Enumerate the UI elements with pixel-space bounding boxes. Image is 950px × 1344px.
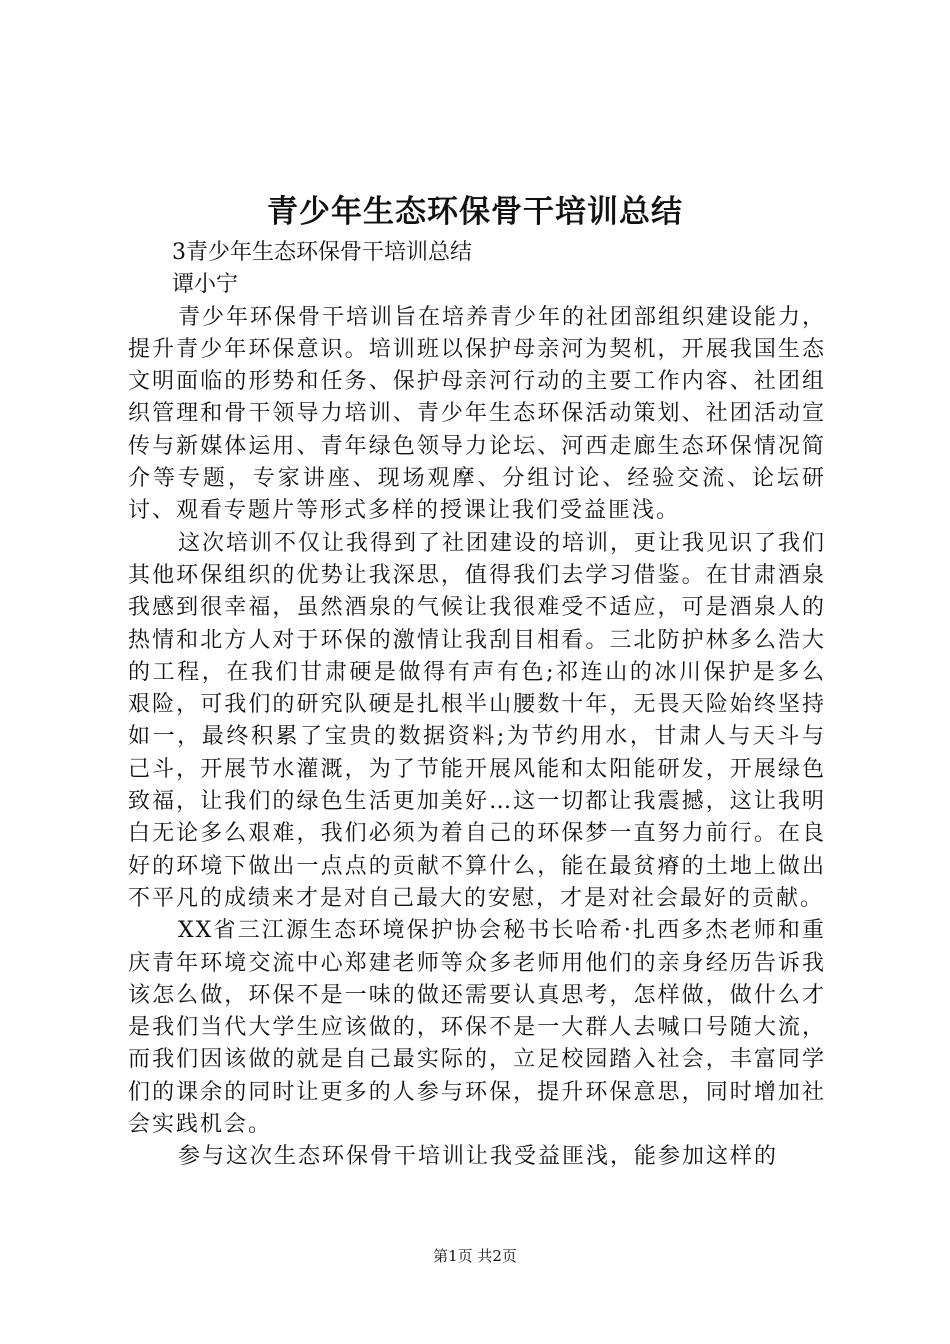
document-author: 谭小宁 xyxy=(172,272,239,298)
document-body xyxy=(128,237,826,1174)
paragraph-4: 参与这次生态环保骨干培训让我受益匪浅，能参加这样的 xyxy=(178,1144,779,1170)
document-subtitle: 3青少年生态环保骨干培训总结 xyxy=(172,240,472,265)
paragraph-3: XX省三江源生态环境保护协会秘书长哈希·扎西多杰老师和重庆青年环境交流中心郑建老师等众多老师用他们的亲身经历告诉我该怎么做，环保不是一味的做还需要认真思考，怎样做，做什么才是我们当代大学生应该做的，环保不是一大群人去喊口号随大流，而我们因该做的就是自己最实际的，立足校园踏入社会，丰富同学们的课余的同时让更多的人参与环保，提升环保意思，同时增加社会实践机会。 xyxy=(128,918,826,1138)
paragraph-2: 这次培训不仅让我得到了社团建设的培训，更让我见识了我们其他环保组织的优势让我深思，值得我们去学习借鉴。在甘肃酒泉我感到很幸福，虽然酒泉的气候让我很难受不适应，可是酒泉人的热情和北方人对于环保的激情让我刮目相看。三北防护林多么浩大的工程，在我们甘肃硬是做得有声有色;祁连山的冰川保护是多么艰险，可我们的研究队硬是扎根半山腰数十年，无畏天险始终坚持如一，最终积累了宝贵的数据资料;为节约用水，甘肃人与天斗与己斗，开展节水灌溉，为了节能开展风能和太阳能研发，开展绿色致福，让我们的绿色生活更加美好…这一切都让我震撼，这让我明白无论多么艰难，我们必须为着自己的环保梦一直努力前行。在良好的环境下做出一点点的贡献不算什么，能在最贫瘠的土地上做出不平凡的成绩来才是对自己最大的安慰，才是对社会最好的贡献。 xyxy=(128,530,827,911)
paragraph-1: 青少年环保骨干培训旨在培养青少年的社团部组织建设能力，提升青少年环保意识。培训班以保护母亲河为契机，开展我国生态文明面临的形势和任务、保护母亲河行动的主要工作内容、社团组织管理和骨干领导力培训、青少年生态环保活动策划、社团活动宣传与新媒体运用、青年绿色领导力论坛、河西走廊生态环保情况简介等专题，专家讲座、现场观摩、分组讨论、经验交流、论坛研讨、观看专题片等形式多样的授课让我们受益匪浅。 xyxy=(128,304,827,524)
document-title: 青少年生态环保骨干培训总结 xyxy=(267,194,683,230)
page-footer: 第1页 共2页 xyxy=(433,1247,517,1265)
